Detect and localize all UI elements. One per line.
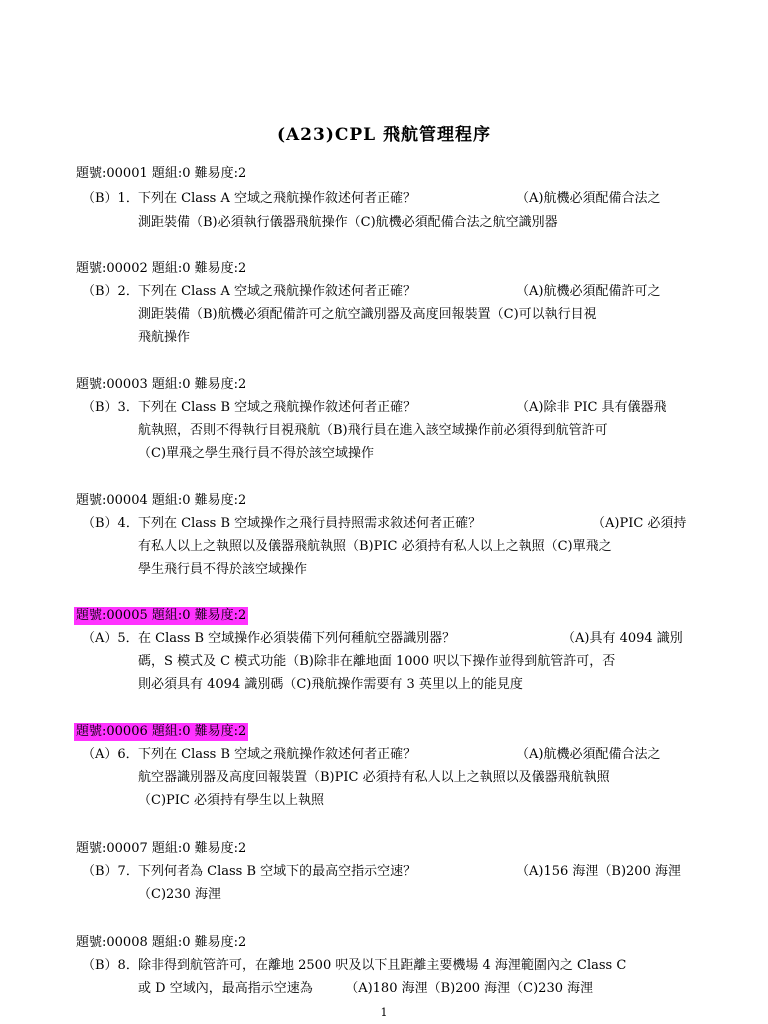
question-stem: 下列在 Class A 空域之飛航操作敘述何者正確？ <box>138 191 416 206</box>
question-stem: 下列何者為 Class B 空域下的最高空指示空速？ <box>138 864 417 879</box>
answer-label: （B）7． <box>82 864 139 879</box>
question-first-option: （A)航機必須配備許可之 <box>516 284 661 299</box>
question-continuation: 有私人以上之執照以及儀器飛航執照（B)PIC 必須持有私人以上之執照（C)單飛之 <box>138 539 612 554</box>
answer-label: （B）3． <box>82 400 139 415</box>
answer-label: （B）4． <box>82 516 139 531</box>
answer-label: （B）1． <box>82 191 139 206</box>
question-stem: 下列在 Class B 空域之飛航操作敘述何者正確？ <box>138 747 417 762</box>
answer-label: （B）8． <box>82 958 139 973</box>
question-stem: 除非得到航管許可，在離地 2500 呎及以下且距離主要機場 4 海浬範圍內之 Class C <box>138 958 627 973</box>
answer-label: （B）2． <box>82 284 139 299</box>
question-header: 題號:00008 題組:0 難易度:2 <box>76 935 247 950</box>
question-continuation: （C)單飛之學生飛行員不得於該空域操作 <box>138 446 375 461</box>
question-continuation: （C)PIC 必須持有學生以上執照 <box>138 793 324 808</box>
question-header-highlighted: 題號:00005 題組:0 難易度:2 <box>76 608 247 623</box>
question-first-option: （A)航機必須配備合法之 <box>516 747 661 762</box>
question-stem: 下列在 Class A 空域之飛航操作敘述何者正確？ <box>138 284 416 299</box>
question-stem: 在 Class B 空域操作必須裝備下列何種航空器識別器？ <box>138 631 456 646</box>
question-header: 題號:00002 題組:0 難易度:2 <box>76 261 247 276</box>
question-first-option: （A)具有 4094 識別 <box>562 631 683 646</box>
question-header: 題號:00004 題組:0 難易度:2 <box>76 493 247 508</box>
question-stem: 下列在 Class B 空域之飛航操作敘述何者正確？ <box>138 400 417 415</box>
answer-label: （A）6． <box>82 747 139 762</box>
question-continuation: 飛航操作 <box>138 330 191 345</box>
question-continuation: 學生飛行員不得於該空域操作 <box>138 562 308 577</box>
question-continuation: 航空器識別器及高度回報裝置（B)PIC 必須持有私人以上之執照以及儀器飛航執照 <box>138 770 610 785</box>
answer-label: （A）5． <box>82 631 139 646</box>
question-first-option: （A)除非 PIC 具有儀器飛 <box>516 400 667 415</box>
question-continuation: 航執照，否則不得執行目視飛航（B)飛行員在進入該空域操作前必須得到航管許可 <box>138 423 608 438</box>
question-header: 題號:00003 題組:0 難易度:2 <box>76 377 247 392</box>
question-header: 題號:00007 題組:0 難易度:2 <box>76 841 247 856</box>
question-header-highlighted: 題號:00006 題組:0 難易度:2 <box>76 724 247 739</box>
question-stem: 下列在 Class B 空域操作之飛行員持照需求敘述何者正確？ <box>138 516 482 531</box>
question-continuation: 則必須具有 4094 識別碼（C)飛航操作需要有 3 英里以上的能見度 <box>138 677 523 692</box>
question-first-option: （A)航機必須配備合法之 <box>516 191 661 206</box>
question-first-option: （A)156 海浬（B)200 海浬 <box>516 864 681 879</box>
question-continuation: （C)230 海浬 <box>138 887 221 902</box>
question-continuation: 或 D 空域內，最高指示空速為 （A)180 海浬（B)200 海浬（C)230 海浬 <box>138 981 594 996</box>
question-continuation: 測距裝備（B)航機必須配備許可之航空識別器及高度回報裝置（C)可以執行目視 <box>138 307 597 322</box>
question-continuation: 碼，S 模式及 C 模式功能（B)除非在離地面 1000 呎以下操作並得到航管許可，否 <box>138 654 616 669</box>
document-title: (A23)CPL 飛航管理程序 <box>276 125 492 145</box>
question-first-option: （A)PIC 必須持 <box>592 516 687 531</box>
page-number: 1 <box>380 1006 388 1019</box>
question-continuation: 測距裝備（B)必須執行儀器飛航操作（C)航機必須配備合法之航空識別器 <box>138 215 558 230</box>
question-header: 題號:00001 題組:0 難易度:2 <box>76 166 247 181</box>
